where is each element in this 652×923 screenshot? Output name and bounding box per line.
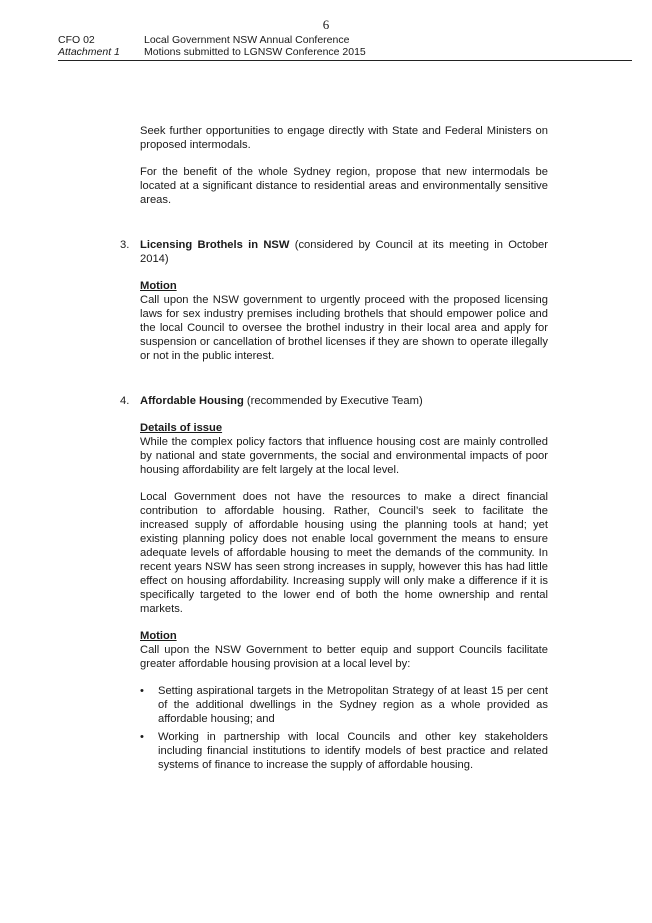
item-licensing-brothels: [120, 238, 548, 363]
list-item-text: Working in partnership with local Councils and other key stakeholders including financial institutions to identify models of best practice and related systems of finance to increase the supply of affordable housing.: [158, 731, 548, 771]
motion-heading: Motion: [140, 280, 177, 292]
intro-paragraph-2: For the benefit of the whole Sydney region, propose that new intermodals be located at a significant distance to residential areas and environmentally sensitive areas.: [140, 166, 548, 206]
document-body: [120, 124, 548, 772]
item-title: Affordable Housing: [140, 395, 244, 407]
motions-title: Motions submitted to LGNSW Conference 2015: [144, 46, 366, 58]
item-note: (recommended by Executive Team): [243, 395, 423, 407]
header-left: [58, 34, 140, 58]
bullet-icon: •: [140, 731, 144, 743]
motion-text: Call upon the NSW Government to better equip and support Councils facilitate greater affordable housing provision at a local level by:: [140, 644, 548, 670]
item-number: 3.: [120, 239, 130, 251]
list-item: [140, 684, 548, 726]
attachment-label: Attachment 1: [58, 46, 120, 58]
motion-bullet-list: [140, 684, 548, 772]
item-affordable-housing: [120, 394, 548, 772]
item-heading: [140, 394, 548, 408]
issue-heading: Details of issue: [140, 422, 223, 434]
item-heading: [140, 238, 548, 266]
document-code: CFO 02: [58, 34, 95, 46]
motion-text: Call upon the NSW government to urgently proceed with the proposed licensing laws for sex industry premises including brothels that should empower police and the local Council to oversee the brothel industry in their local area and apply for suspension or cancellation of brothel licenses if they are shown to operate illegally or not in the public interest.: [140, 294, 548, 362]
page-number: 6: [322, 17, 330, 32]
list-item: [140, 730, 548, 772]
header-right: [144, 34, 366, 58]
item-title: Licensing Brothels in NSW: [140, 239, 290, 251]
issue-paragraph-2: Local Government does not have the resources to make a direct financial contribution to affordable housing. Rather, Council’s seek to facilitate the increased supply of affordable housing using the planning tools at hand; yet existing planning policy does not enable local government the means to ensure adequate levels of affordable housing to meet the demands of the community. In recent years NSW has seen strong increases in supply, however this has had little effect on housing affordability. Increasing supply will only make a difference if it is specifically targeted to the lower end of both the home ownership and rental markets.: [140, 491, 548, 615]
issue-paragraph-1: While the complex policy factors that influence housing cost are mainly controlled by national and state governments, the social and environmental impacts of poor housing affordability are felt largely at the local level.: [140, 436, 548, 476]
conference-title: Local Government NSW Annual Conference: [144, 34, 350, 46]
page-header: [58, 34, 632, 61]
item-note: (considered by Council at its meeting in October 2014): [140, 239, 548, 265]
motion-heading: Motion: [140, 630, 177, 642]
list-item-text: Setting aspirational targets in the Metropolitan Strategy of at least 15 per cent of the additional dwellings in the Sydney region as a whole provided as affordable housing; and: [158, 685, 548, 725]
item-number: 4.: [120, 395, 130, 407]
bullet-icon: •: [140, 685, 144, 697]
intro-paragraph-1: Seek further opportunities to engage directly with State and Federal Ministers on proposed intermodals.: [140, 125, 548, 151]
